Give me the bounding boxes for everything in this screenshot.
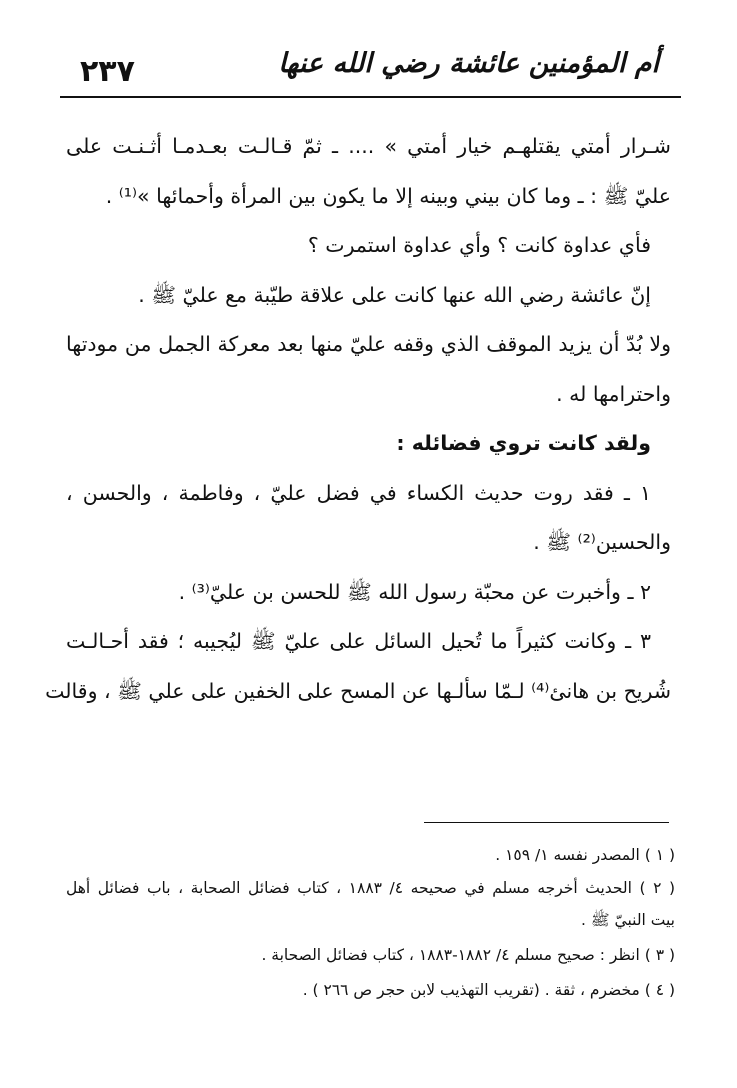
text-line-12: شُريح بن هانئ⁽⁴⁾ لـمّا سألـها عن المسح على الخفين على علي ﷺ ، وقالت <box>45 678 671 703</box>
text-line-8: ١ ـ فقد روت حديث الكساء في فضل عليّ ، وفاطمة ، والحسن ، <box>66 480 651 505</box>
footnote-3: ( ٣ ) انظر : صحيح مسلم ٤/ ١٨٨٢-١٨٨٣ ، كتاب فضائل الصحابة . <box>261 946 675 964</box>
footnote-2: ( ٢ ) الحديث أخرجه مسلم في صحيحه ٤/ ١٨٨٣ ، كتاب فضائل الصحابة ، باب فضائل أهل <box>66 879 675 897</box>
text-line-10: ٢ ـ وأخبرت عن محبّة رسول الله ﷺ للحسن بن عليّ⁽³⁾ . <box>178 579 651 604</box>
main-text <box>45 122 671 716</box>
section-heading: ولقد كانت تروي فضائله : <box>396 431 651 455</box>
header-divider <box>60 96 681 98</box>
text-line-5: ولا بُدّ أن يزيد الموقف الذي وقفه عليّ منها بعد معركة الجمل من مودتها <box>66 332 671 356</box>
text-line-1: شـرار أمتي يقتلهـم خيار أمتي » .... ـ ثمّ قـالـت بعـدمـا أثـنـت على <box>66 134 671 158</box>
text-line-9: والحسين⁽²⁾ ﷺ . <box>533 530 671 554</box>
text-line-11: ٣ ـ وكانت كثيراً ما تُحيل السائل على عليّ ﷺ ليُجيبه ؛ فقد أحـالـت <box>66 629 651 653</box>
page-number: ٢٣٧ <box>80 54 135 89</box>
running-title: أم المؤمنين عائشة رضي الله عنها <box>278 48 659 79</box>
text-line-3: فأي عداوة كانت ؟ وأي عداوة استمرت ؟ <box>307 233 651 257</box>
page-header <box>60 44 681 96</box>
footnote-1: ( ١ ) المصدر نفسه ١/ ١٥٩ . <box>495 846 675 864</box>
text-line-2: عليّ ﷺ : ـ وما كان بيني وبينه إلا ما يكون بين المرأة وأحمائها »⁽¹⁾ . <box>105 183 671 208</box>
text-line-6: واحترامها له . <box>556 381 671 406</box>
footnote-divider <box>424 822 669 823</box>
footnote-4: ( ٤ ) مخضرم ، ثقة . (تقريب التهذيب لابن حجر ص ٢٦٦ ) . <box>302 981 675 999</box>
footnotes <box>66 838 675 1008</box>
text-line-4: إنّ عائشة رضي الله عنها كانت على علاقة طيّبة مع عليّ ﷺ . <box>138 282 651 307</box>
footnote-2-continued: بيت النبيّ ﷺ . <box>581 911 675 929</box>
